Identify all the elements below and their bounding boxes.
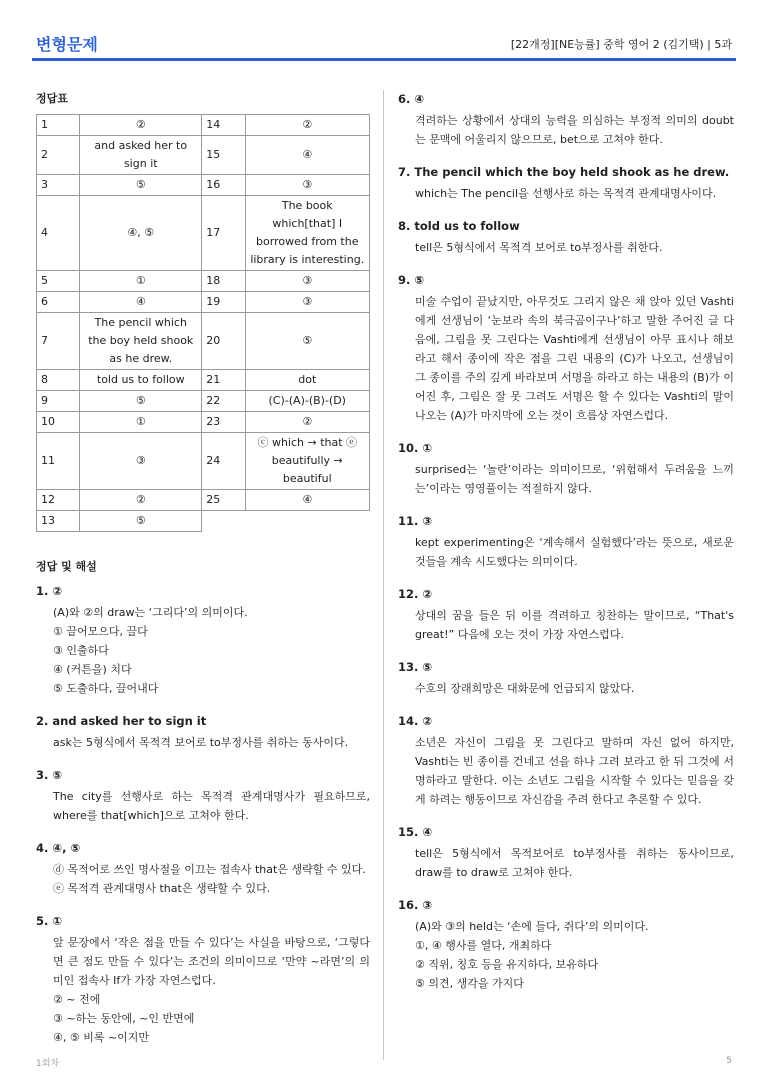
column-divider — [383, 90, 384, 1060]
explanation-text — [398, 733, 734, 809]
explanation-line: 수호의 장래희망은 대화문에 언급되지 않았다. — [415, 682, 635, 695]
explanation-line: (A)와 ②의 draw는 ‘그리다’의 의미이다. — [53, 606, 248, 619]
answer-value: ⑤ — [80, 511, 202, 532]
answer-table — [36, 114, 370, 532]
explanation-line: 상대의 꿈을 들은 뒤 이를 격려하고 칭찬하는 말이므로, “That's great!” 다음에 오는 것이 가장 자연스럽다. — [415, 609, 734, 641]
explanation-text — [36, 733, 370, 752]
explanation-text — [398, 844, 734, 882]
explanation-line: 격려하는 상황에서 상대의 능력을 의심하는 부정적 의미의 doubt는 문맥에 어울리지 않으므로, bet으로 고쳐야 한다. — [415, 114, 734, 146]
explanation-line: ① 끌어모으다, 끌다 — [53, 625, 148, 638]
answer-row — [37, 196, 370, 271]
explanation-text — [36, 603, 370, 698]
book-info: [22개정][NE능률] 중학 영어 2 (김기택) | 5과 — [510, 38, 732, 51]
answer-number: 23 — [202, 412, 245, 433]
answer-value: ③ — [245, 292, 369, 313]
explanations-title: 정답 및 해설 — [36, 560, 97, 573]
explanation-item — [36, 712, 370, 752]
right-column — [398, 90, 734, 1007]
explanation-answer: 7. The pencil which the boy held shook as he drew. — [398, 165, 730, 179]
footer-page-number: 5 — [726, 1056, 732, 1066]
answer-value: ④ — [245, 136, 369, 175]
explanation-line: ⑤ 의견, 생각을 가지다 — [415, 977, 524, 990]
explanation-item — [398, 585, 734, 644]
explanation-answer: 4. ④, ⑤ — [36, 841, 81, 855]
explanation-answer: 8. told us to follow — [398, 219, 520, 233]
answer-value: ③ — [80, 433, 202, 490]
answer-row — [37, 313, 370, 370]
explanation-line: The city를 선행사로 하는 목적격 관계대명사가 필요하므로, where를 that[which]으로 고쳐야 한다. — [53, 790, 370, 822]
explanation-line: kept experimenting은 ‘계속해서 실험했다’라는 뜻으로, 새로운 것들을 계속 시도했다는 의미이다. — [415, 536, 734, 568]
answer-value: The pencil which the boy held shook as he drew. — [80, 313, 202, 370]
explanation-text — [398, 533, 734, 571]
explanation-text — [36, 860, 370, 898]
explanation-answer: 16. ③ — [398, 898, 433, 912]
answer-value: ④, ⑤ — [80, 196, 202, 271]
explanation-text — [398, 460, 734, 498]
answer-number: 12 — [37, 490, 80, 511]
explanation-answer: 13. ⑤ — [398, 660, 433, 674]
explanation-line: surprised는 ‘놀란’이라는 의미이므로, ‘위험해서 두려움을 느끼는’이라는 영영풀이는 적절하지 않다. — [415, 463, 734, 495]
answer-value: told us to follow — [80, 370, 202, 391]
explanation-line: ③ ~하는 동안에, ~인 반면에 — [53, 1012, 195, 1025]
explanation-item — [398, 823, 734, 882]
explanation-item — [36, 912, 370, 1047]
answer-value: ③ — [245, 271, 369, 292]
answer-number: 3 — [37, 175, 80, 196]
left-column — [36, 90, 370, 1061]
footer-session: 1회차 — [36, 1059, 60, 1069]
explanation-line: tell은 5형식에서 목적보어로 to부정사를 취하는 동사이므로, draw를 to draw로 고쳐야 한다. — [415, 847, 734, 879]
answer-number: 6 — [37, 292, 80, 313]
answer-number: 17 — [202, 196, 245, 271]
answer-value: ② — [245, 115, 369, 136]
explanation-line: ③ 인출하다 — [53, 644, 109, 657]
explanation-line: ④, ⑤ 비록 ~이지만 — [53, 1031, 150, 1044]
answer-row — [37, 115, 370, 136]
answer-value: ② — [80, 490, 202, 511]
explanation-item — [398, 90, 734, 149]
answer-number: 8 — [37, 370, 80, 391]
explanation-line: 미술 수업이 끝났지만, 아무것도 그리지 않은 채 앉아 있던 Vashti에게 선생님이 ‘눈보라 속의 북극곰이구나’하고 말한 주어진 글 다음에, 그림을 못 그린다는 Vashti에게 선생님이 아무 표시나 해보라고 해서 종이에 작은 점을 그린 내용의 (C)가 나오고, 선생님이 그 종이를 주의 깊게 바라보며 서명을 하라고 하는 내용의 (B)가 이어진 후, 그림은 잘 못 그려도 서명은 할 수 있다는 Vashti의 말이 나오는 (A)가 마지막에 오는 것이 흐름상 자연스럽다. — [415, 295, 734, 422]
explanation-text — [398, 238, 734, 257]
answer-row — [37, 175, 370, 196]
answer-value: ② — [245, 412, 369, 433]
answer-number: 13 — [37, 511, 80, 532]
explanation-item — [398, 896, 734, 993]
answer-number: 9 — [37, 391, 80, 412]
answer-number: 10 — [37, 412, 80, 433]
answer-value: dot — [245, 370, 369, 391]
explanation-item — [36, 839, 370, 898]
explanation-item — [398, 712, 734, 809]
explanation-answer: 11. ③ — [398, 514, 433, 528]
explanation-item — [398, 439, 734, 498]
answer-value: ① — [80, 271, 202, 292]
page-title: 변형문제 — [36, 35, 98, 54]
answer-number — [202, 511, 245, 532]
answer-number: 16 — [202, 175, 245, 196]
page-header — [36, 30, 732, 60]
answer-number: 7 — [37, 313, 80, 370]
answer-table-title: 정답표 — [36, 92, 68, 105]
explanation-line: which는 The pencil을 선행사로 하는 목적격 관계대명사이다. — [415, 187, 717, 200]
answer-number: 18 — [202, 271, 245, 292]
right-explanations — [398, 90, 734, 993]
answer-row — [37, 412, 370, 433]
explanation-text — [36, 933, 370, 1047]
left-explanations — [36, 582, 370, 1047]
explanation-text — [398, 606, 734, 644]
explanation-text — [398, 292, 734, 425]
explanation-answer: 10. ① — [398, 441, 433, 455]
explanation-answer: 2. and asked her to sign it — [36, 714, 207, 728]
answer-row — [37, 490, 370, 511]
answer-value — [245, 511, 369, 532]
explanation-line: tell은 5형식에서 목적격 보어로 to부정사를 취한다. — [415, 241, 663, 254]
answer-value: ⑤ — [80, 391, 202, 412]
answer-row — [37, 271, 370, 292]
answer-number: 11 — [37, 433, 80, 490]
answer-value: ④ — [245, 490, 369, 511]
explanation-item — [398, 217, 734, 257]
answer-number: 14 — [202, 115, 245, 136]
explanation-answer: 14. ② — [398, 714, 433, 728]
answer-value: ⑤ — [80, 175, 202, 196]
answer-row — [37, 433, 370, 490]
explanation-answer: 12. ② — [398, 587, 433, 601]
answer-value: ② — [80, 115, 202, 136]
explanation-item — [398, 512, 734, 571]
answer-value: ① — [80, 412, 202, 433]
answer-value: and asked her to sign it — [80, 136, 202, 175]
answer-number: 1 — [37, 115, 80, 136]
explanation-line: 앞 문장에서 ‘작은 점을 만들 수 있다’는 사실을 바탕으로, ‘그렇다면 큰 점도 만들 수 있다’는 조건의 의미이므로 ‘만약 ~라면’의 의미인 접속사 If가 가장 자연스럽다. — [53, 936, 370, 987]
explanation-item — [398, 271, 734, 425]
answer-row — [37, 370, 370, 391]
answer-number: 5 — [37, 271, 80, 292]
answer-row — [37, 511, 370, 532]
explanation-line: ④ (커튼을) 치다 — [53, 663, 132, 676]
explanation-line: 소년은 자신이 그림을 못 그린다고 말하며 자신 없어 하지만, Vashti는 빈 종이를 건네고 선을 하나 그려 보라고 한 뒤 그것에 서명하라고 말한다. 이는 소년도 그림을 시작할 수 있다는 믿음을 갖게 하려는 행동이므로 자신감을 주려 한다고 추론할 수 있다. — [415, 736, 734, 806]
explanation-line: ⓓ 목적어로 쓰인 명사절을 이끄는 접속사 that은 생략할 수 있다. — [53, 863, 366, 876]
explanation-answer: 1. ② — [36, 584, 63, 598]
explanation-item — [36, 582, 370, 698]
answer-number: 20 — [202, 313, 245, 370]
explanation-answer: 3. ⑤ — [36, 768, 63, 782]
answer-value: ③ — [245, 175, 369, 196]
explanation-line: ② ~ 전에 — [53, 993, 101, 1006]
explanation-answer: 6. ④ — [398, 92, 425, 106]
answer-value: The book which[that] I borrowed from the library is interesting. — [245, 196, 369, 271]
explanation-line: (A)와 ③의 held는 ‘손에 들다, 쥐다’의 의미이다. — [415, 920, 649, 933]
answer-number: 25 — [202, 490, 245, 511]
answer-number: 4 — [37, 196, 80, 271]
explanation-text — [398, 111, 734, 149]
answer-number: 24 — [202, 433, 245, 490]
answer-row — [37, 391, 370, 412]
answer-number: 2 — [37, 136, 80, 175]
answer-value: ④ — [80, 292, 202, 313]
explanation-text — [398, 184, 734, 203]
answer-number: 22 — [202, 391, 245, 412]
explanation-item — [36, 766, 370, 825]
explanation-text — [398, 917, 734, 993]
answer-value: ⓒ which → that ⓔ beautifully → beautiful — [245, 433, 369, 490]
explanation-text — [398, 679, 734, 698]
explanation-line: ② 직위, 칭호 등을 유지하다, 보유하다 — [415, 958, 599, 971]
answer-number: 19 — [202, 292, 245, 313]
explanation-item — [398, 163, 734, 203]
answer-row — [37, 136, 370, 175]
explanation-line: ask는 5형식에서 목적격 보어로 to부정사를 취하는 동사이다. — [53, 736, 349, 749]
explanation-line: ①, ④ 행사를 열다, 개최하다 — [415, 939, 552, 952]
answer-number: 15 — [202, 136, 245, 175]
explanation-answer: 5. ① — [36, 914, 63, 928]
explanation-answer: 9. ⑤ — [398, 273, 425, 287]
explanation-item — [398, 658, 734, 698]
answer-value: (C)-(A)-(B)-(D) — [245, 391, 369, 412]
explanation-line: ⓔ 목적격 관계대명사 that은 생략할 수 있다. — [53, 882, 271, 895]
answer-number: 21 — [202, 370, 245, 391]
answer-row — [37, 292, 370, 313]
answer-value: ⑤ — [245, 313, 369, 370]
explanation-answer: 15. ④ — [398, 825, 433, 839]
explanation-text — [36, 787, 370, 825]
explanation-line: ⑤ 도출하다, 끌어내다 — [53, 682, 159, 695]
header-rule — [32, 58, 736, 61]
